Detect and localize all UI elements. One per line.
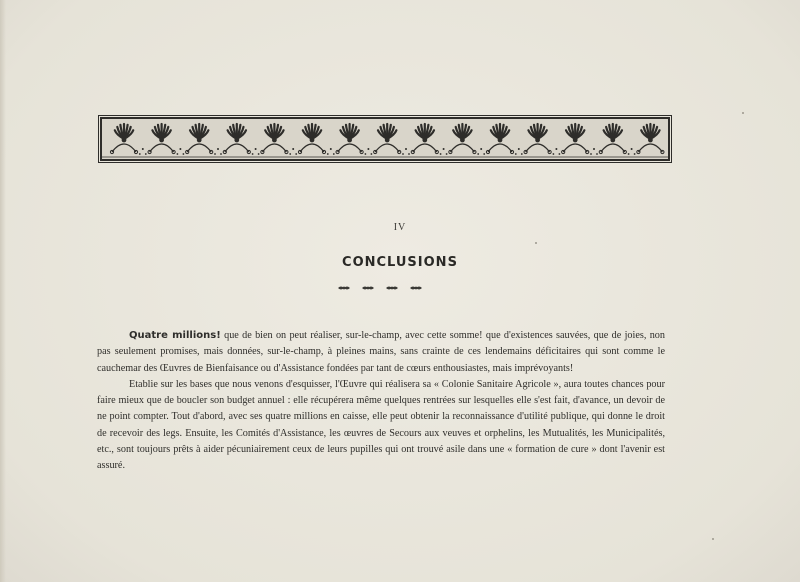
- fleuron-divider-icon: [338, 283, 422, 293]
- paragraph: [97, 328, 665, 377]
- body-text: [97, 328, 665, 475]
- paper-speck: [712, 538, 714, 540]
- paper-speck: [535, 242, 537, 244]
- paragraph-lead: Quatre millions!: [129, 330, 221, 341]
- paragraph-text: que de bien on peut réaliser, sur-le-champ, avec cette somme! que d'existences sauvées, que de joies, non pas seulement promises, mais données, sur-le-champ, à pleines mains, sans crainte de ces lendemains déficitaires qui sont comme le cauchemar des Œuvres de Bienfaisance ou d'Assistance fondées par tant de cœurs enthousiastes, mais imprévoyants!: [97, 330, 665, 374]
- palmette-frieze-icon: [102, 119, 668, 159]
- paper-speck: [742, 112, 744, 114]
- page-spine-shadow: [0, 0, 6, 582]
- paragraph-text: Etablie sur les bases que nous venons d'esquisser, l'Œuvre qui réalisera sa « Colonie Sanitaire Agricole », aura toutes chances pour faire mieux que de boucler son budget annuel : elle récupérera même quelques rentrées sur lesquelles elle s'est fait, d'avance, un devoir de ne point compter. Tout d'abord, avec ses quatre millions en caisse, elle peut obtenir la reconnaissance d'utilité publique, qui donne le droit de recevoir des legs. Ensuite, les Comités d'Assistance, les œuvres de Secours aux veuves et orphelins, les Mutualités, les Municipalités, etc., sont toujours prêts à aider pécuniairement ceux de leurs pupilles qui ont trouvé asile dans une « formation de cure » dont l'avenir est assuré.: [97, 378, 665, 472]
- section-numeral: IV: [393, 222, 407, 233]
- decorative-frieze: [100, 117, 670, 161]
- section-title: CONCLUSIONS: [342, 255, 458, 270]
- paragraph: [97, 377, 665, 475]
